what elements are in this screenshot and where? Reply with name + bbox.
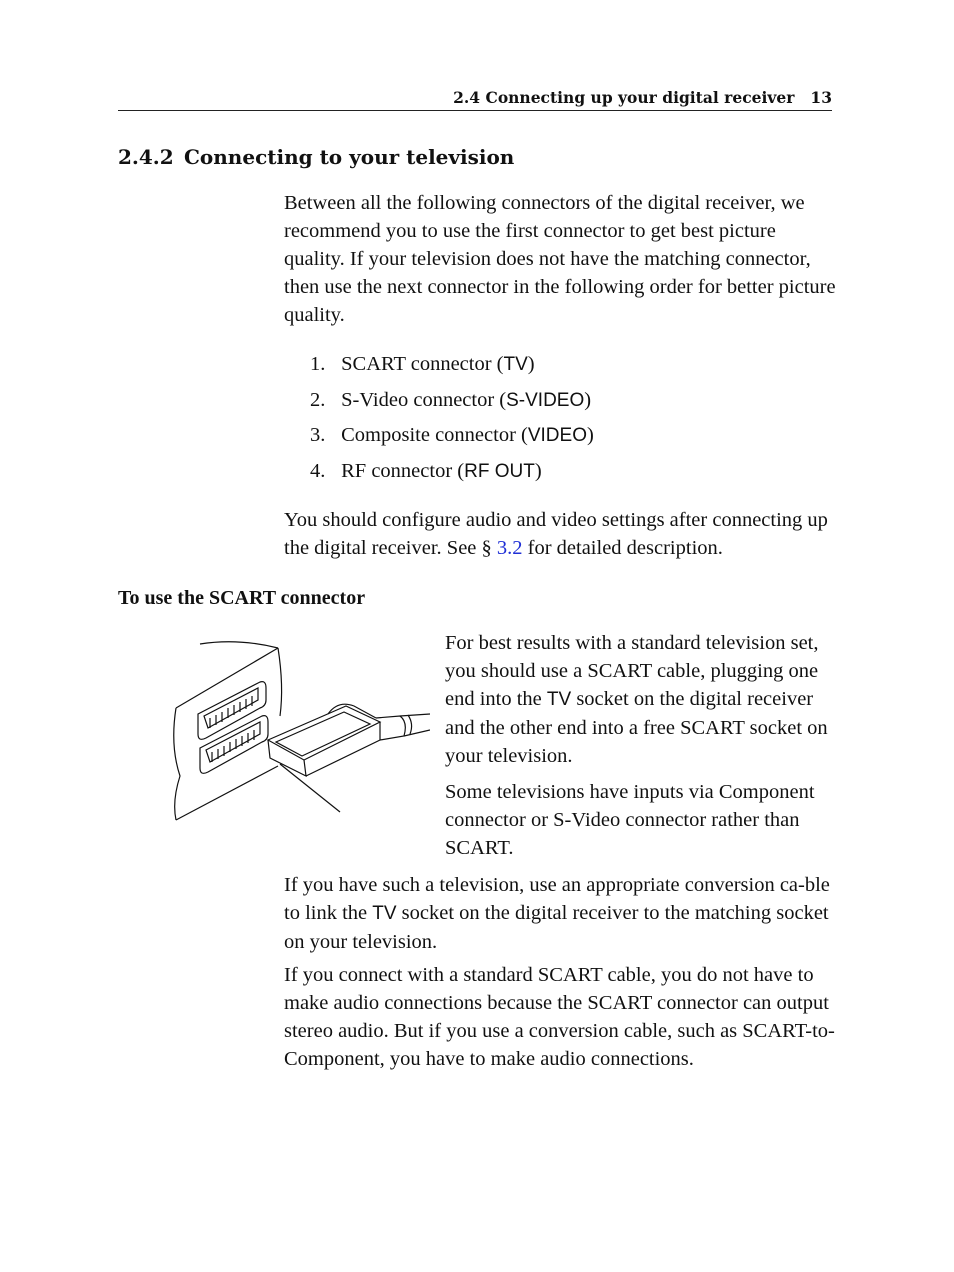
- scart-paragraph-1: For best results with a standard television set, you should use a SCART cable, plugging one end into the TV socket on the digital receiver and the other end into a free SCART socket on your television.: [445, 632, 828, 767]
- running-header: [118, 86, 832, 111]
- subsection-heading: To use the SCART connector: [118, 587, 366, 609]
- section-link[interactable]: 3.2: [496, 537, 523, 559]
- connector-code: TV: [546, 689, 572, 710]
- scart-paragraph-2: Some televisions have inputs via Component connector or S-Video connector rather than SCART.: [445, 781, 815, 859]
- intro-paragraph: Between all the following connectors of the digital receiver, we recommend you to use the first connector to get best picture quality. If your television does not have the matching connector, then use the next connector in the following order for better picture quality.: [284, 192, 836, 326]
- connector-code: S-VIDEO: [506, 389, 585, 411]
- connector-code: RF OUT: [464, 460, 535, 482]
- section-heading: [118, 145, 514, 169]
- audio-paragraph: If you connect with a standard SCART cable, you do not have to make audio connections because the SCART connector can output stereo audio. But if you use a conversion cable, such as SCART-to-Component, you have to make audio connections.: [284, 964, 835, 1070]
- list-item: 4. RF connector (RF OUT): [310, 459, 542, 482]
- list-item: 2. S-Video connector (S-VIDEO): [310, 388, 592, 411]
- list-item: 1. SCART connector (TV): [310, 353, 535, 375]
- connector-code: VIDEO: [527, 425, 587, 446]
- config-paragraph: You should configure audio and video settings after connecting up the digital receiver. See § 3.2 for detailed description.: [284, 509, 828, 559]
- section-number: 2.4.2: [118, 145, 174, 169]
- connector-code: TV: [503, 354, 528, 375]
- scart-connector-illustration: [168, 636, 430, 824]
- page-number: 13: [810, 88, 832, 107]
- list-item: 3. Composite connector (VIDEO): [310, 424, 594, 446]
- header-section-title: 2.4 Connecting up your digital receiver: [453, 88, 795, 107]
- connector-list: [310, 350, 594, 492]
- conversion-paragraph: If you have such a television, use an appropriate conversion ca-ble to link the TV socket on the digital receiver to the matching socket on your television.: [284, 874, 830, 953]
- section-title: Connecting to your television: [184, 145, 515, 169]
- connector-code: TV: [372, 903, 397, 924]
